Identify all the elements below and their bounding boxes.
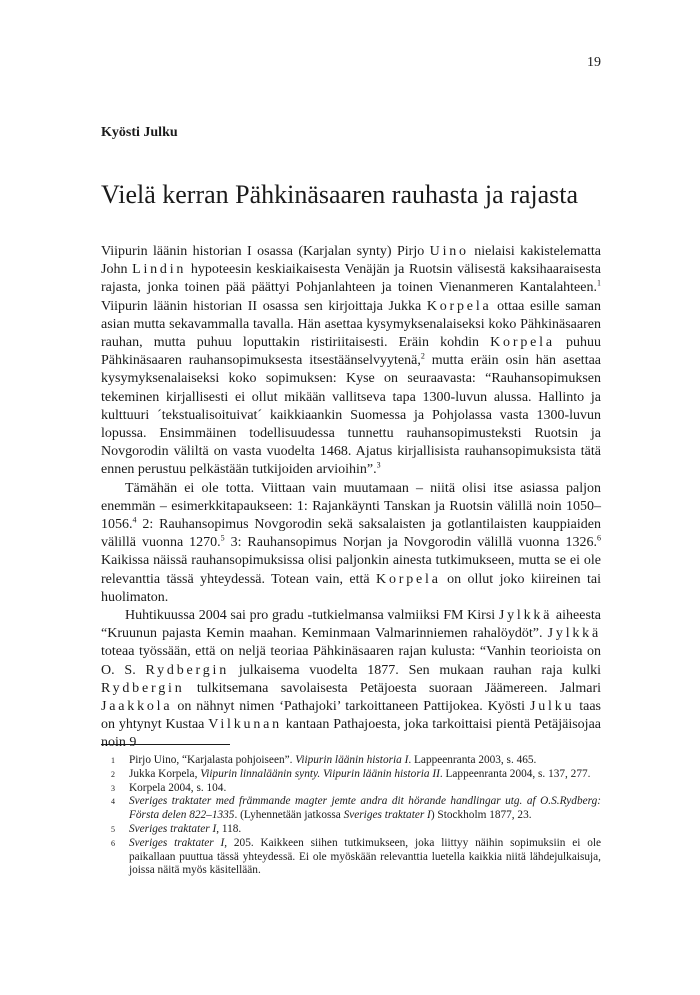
footnote-text: Korpela 2004, s. 104. bbox=[129, 781, 227, 794]
footnote-number: 4 bbox=[111, 797, 115, 807]
footnote-number: 1 bbox=[111, 756, 115, 765]
footnote-3 bbox=[101, 782, 601, 796]
footnote-ref: 4 bbox=[132, 515, 137, 525]
footnotes bbox=[101, 754, 601, 878]
footnote-ref: 6 bbox=[597, 533, 601, 543]
footnote-ref: 5 bbox=[220, 533, 225, 543]
footnote-ref: 2 bbox=[420, 351, 425, 361]
footnote-number: 2 bbox=[111, 769, 115, 779]
footnote-text: Sveriges traktater med främmande magter jemte andra dit hörande handlingar utg. af O.S.Rydberg: Första delen 822–1335. (Lyhennetään jatkossa Sveriges traktater I) Stockholm 1877, 23. bbox=[129, 795, 601, 822]
footnote-number: 6 bbox=[111, 838, 115, 848]
article-title: Vielä kerran Pähkinäsaaren rauhasta ja rajasta bbox=[101, 180, 579, 209]
author-name: Kyösti Julku bbox=[101, 125, 178, 140]
footnote-text: Sveriges traktater I, 205. Kaikkeen siihen tutkimukseen, joka liittyy näihin sopimuksiin ei ole paikallaan puuttua tässä yhteydessä. Ei ole myöskään relevanttia luetella kaikkia niitä lähdejulkaisuja, joissa näitä myös käsitellään. bbox=[129, 836, 601, 877]
footnote-text: Pirjo Uino, “Karjalasta pohjoiseen”. Viipurin läänin historia I. Lappeenranta 2003, s. 465. bbox=[129, 754, 537, 766]
paragraph-1: Viipurin läänin historian I osassa (Karjalan synty) Pirjo Uino nielaisi kakistelematta John Lindin hypoteesin keskiaikaisesta Venäjän ja Ruotsin välisestä kaksihaaraisesta rajasta, jonka toinen pää päättyi Pohjanlahteen ja toinen Vienanmeren Kantalahteen.$^1$ Viipurin läänin historian II osassa sen kirjoittaja Jukka Korpela ottaa esille saman asian mutta sekavammalla tavalla. Hän asettaa kysymyksenalaiseksi koko Pähkinäsaaren rauhan, mutta puhuu loputtakin ristiriitaisesti. Eräin kohdin Korpela puhuu Pähkinäsaaren rauhansopimuksesta itsestäänselvyytenä,$^2$ mutta eräin osin hän asettaa kysymyksenalaiseksi koko sopimuksen: Kyse on seuraavasta: “Rauhansopimuksen tekeminen kirjallisesti ei ollut mikään vallitseva tapa 1300-luvun alussa. Hallinto ja kulttuuri ´tekstualisoituivat´ kaikkiaankin Suomessa ja Pohjolassa vasta 1300-luvun lopussa. Ensimmäinen todellisuudessa tunnettu rauhansopimusteksti Ruotsin ja Novgorodin väliltä on vasta vuodelta 1468. Ajatus kirjallisista rauhansopimuksista tätä ennen perustuu pelkästään tutkijoiden arvioihin”.$^3$ bbox=[101, 244, 602, 478]
footnote-text: Jukka Korpela, Viipurin linnaläänin synty. Viipurin läänin historia II. Lappeenranta 2004, s. 137, 277. bbox=[129, 767, 591, 780]
paragraph-3: Huhtikuussa 2004 sai pro gradu -tutkielmansa valmiiksi FM Kirsi Jylkkä aiheesta “Kruunun pajasta Kemin maahan. Keminmaan Valmarinniemen rahalöydöt”. Jylkkä toteaa työssään, että on neljä teoriaa Pähkinäsaaren rajan kulusta: “Vanhin teorioista on O. S. Rydbergin julkaisema vuodelta 1877. Sen mukaan rauhan raja kulki Rydbergin tulkitsemana savolaisesta Petäjoesta suoraan Jäämereen. Jalmari Jaakkola on nähnyt nimen ‘Pathajoki’ tarkoittaneen Pattijokea. Kyösti Julku taas on yhtynyt Kustaa Vilkunan kantaan Pathajoesta, joka tarkoittaisi pientä Petäjäisojaa noin 9 bbox=[101, 608, 602, 751]
footnote-5 bbox=[101, 823, 601, 837]
article-body bbox=[101, 243, 601, 753]
footnote-ref: 1 bbox=[597, 278, 601, 288]
footnote-number: 5 bbox=[111, 824, 115, 834]
paragraph-2: Tämähän ei ole totta. Viittaan vain muutamaan – niitä olisi itse asiassa paljon enemmän – esimerkkitapaukseen: 1: Rajankäynti Tanskan ja Ruotsin välillä noin 1050–1056.$^4$ 2: Rauhansopimus Novgorodin sekä saksalaisten ja gotlantilaisten kauppiaiden välillä vuonna 1270.$^5$ 3: Rauhansopimus Norjan ja Novgorodin välillä vuonna 1326.$^6$ Kaikissa näissä rauhansopimuksissa olisi paljonkin ainesta tutkimukseen, mutta se ei ole relevanttia tässä yhteydessä. Totean vain, että Korpela on ollut joko kiireinen tai huolimaton. bbox=[101, 480, 602, 605]
footnote-2 bbox=[101, 768, 601, 782]
footnote-text: Sveriges traktater I, 118. bbox=[129, 822, 242, 835]
footnote-ref: 3 bbox=[376, 460, 381, 470]
footnote-6 bbox=[101, 837, 601, 878]
footnote-4 bbox=[101, 795, 601, 823]
footnote-number: 3 bbox=[111, 783, 115, 793]
footnote-divider bbox=[101, 744, 230, 745]
page-number: 19 bbox=[587, 55, 601, 70]
footnote-1 bbox=[101, 754, 601, 768]
